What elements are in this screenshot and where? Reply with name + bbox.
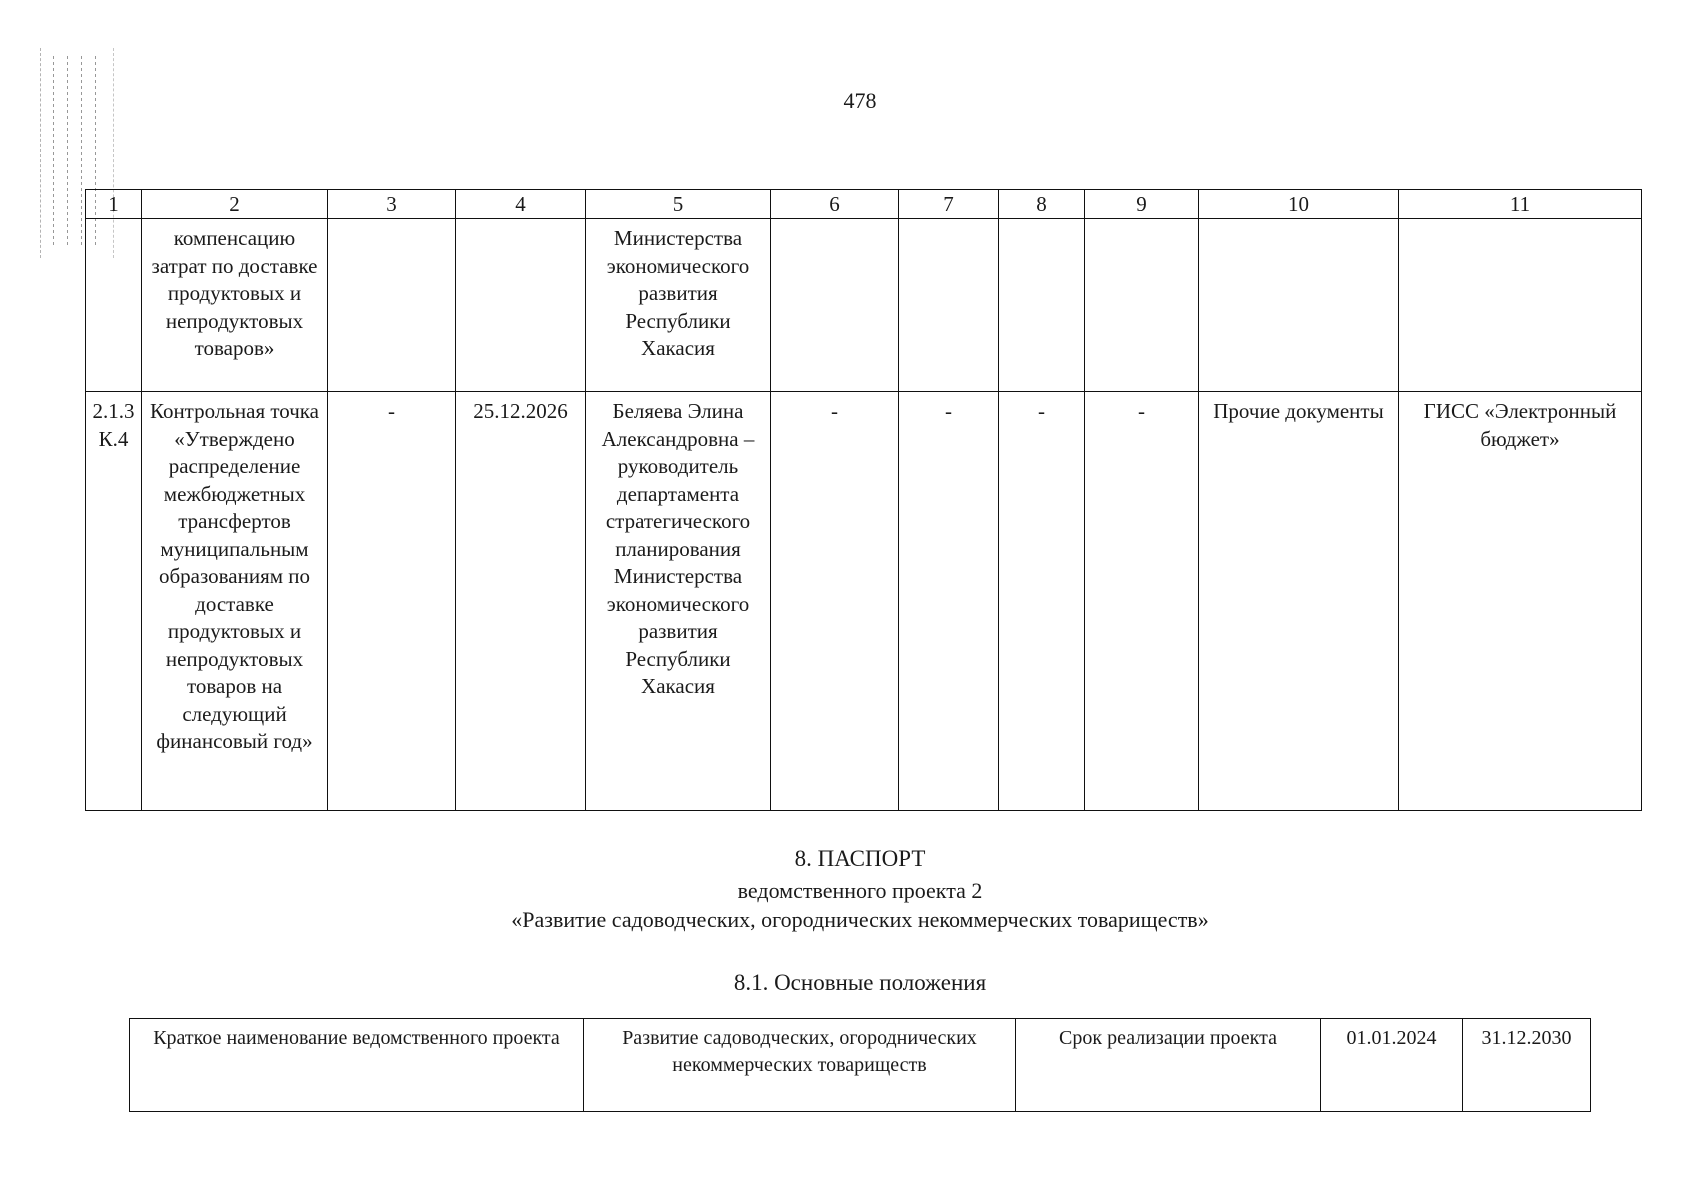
table-cell: -	[899, 392, 999, 811]
table-cell-responsible: Беляева Элина Александровна – руководитель департамента стратегического планирования Министерства экономического развития Республики Хакасия	[586, 392, 771, 811]
table-row-continuation	[86, 219, 1642, 392]
table-row-checkpoint	[86, 392, 1642, 811]
table-cell	[771, 219, 899, 392]
column-header: 2	[142, 190, 328, 219]
term-label: Срок реализации проекта	[1016, 1019, 1321, 1112]
table-header-row	[86, 190, 1642, 219]
table-cell	[328, 219, 456, 392]
column-header: 8	[999, 190, 1085, 219]
column-header: 1	[86, 190, 142, 219]
table-cell-date: 25.12.2026	[456, 392, 586, 811]
end-date: 31.12.2030	[1463, 1019, 1591, 1112]
table-cell: Министерства экономического развития Республики Хакасия	[586, 219, 771, 392]
table-row	[130, 1019, 1591, 1112]
table-cell-system: ГИСС «Электронный бюджет»	[1399, 392, 1642, 811]
page-number: 478	[843, 88, 877, 113]
short-name-value: Развитие садоводческих, огороднических некоммерческих товариществ	[584, 1019, 1016, 1112]
column-header: 7	[899, 190, 999, 219]
section-subtitle: ведомственного проекта 2	[737, 878, 983, 903]
column-header: 3	[328, 190, 456, 219]
table-cell-name: Контрольная точка «Утверждено распределение межбюджетных трансфертов муниципальным образованиям по доставке продуктовых и непродуктовых товаров на следующий финансовый год»	[142, 392, 328, 811]
section-title: 8. ПАСПОРТ	[794, 846, 926, 871]
table-cell-document: Прочие документы	[1199, 392, 1399, 811]
table-cell-number: 2.1.3 К.4	[86, 392, 142, 811]
subsection-heading: 8.1. Основные положения	[733, 970, 987, 995]
table-cell	[1399, 219, 1642, 392]
column-header: 6	[771, 190, 899, 219]
table-cell: компенсацию затрат по доставке продуктовых и непродуктовых товаров»	[142, 219, 328, 392]
checkpoints-table	[85, 189, 1642, 811]
table-cell	[1085, 219, 1199, 392]
basic-provisions-table	[129, 1018, 1591, 1112]
column-header: 10	[1199, 190, 1399, 219]
table-cell: -	[1085, 392, 1199, 811]
table-cell	[86, 219, 142, 392]
column-header: 5	[586, 190, 771, 219]
column-header: 9	[1085, 190, 1199, 219]
table-cell: -	[771, 392, 899, 811]
table-cell: -	[999, 392, 1085, 811]
column-header: 4	[456, 190, 586, 219]
column-header: 11	[1399, 190, 1642, 219]
project-name-heading: «Развитие садоводческих, огороднических некоммерческих товариществ»	[511, 907, 1209, 932]
start-date: 01.01.2024	[1321, 1019, 1463, 1112]
short-name-label: Краткое наименование ведомственного проекта	[130, 1019, 584, 1112]
table-cell: -	[328, 392, 456, 811]
table-cell	[999, 219, 1085, 392]
table-cell	[456, 219, 586, 392]
table-cell	[1199, 219, 1399, 392]
table-cell	[899, 219, 999, 392]
